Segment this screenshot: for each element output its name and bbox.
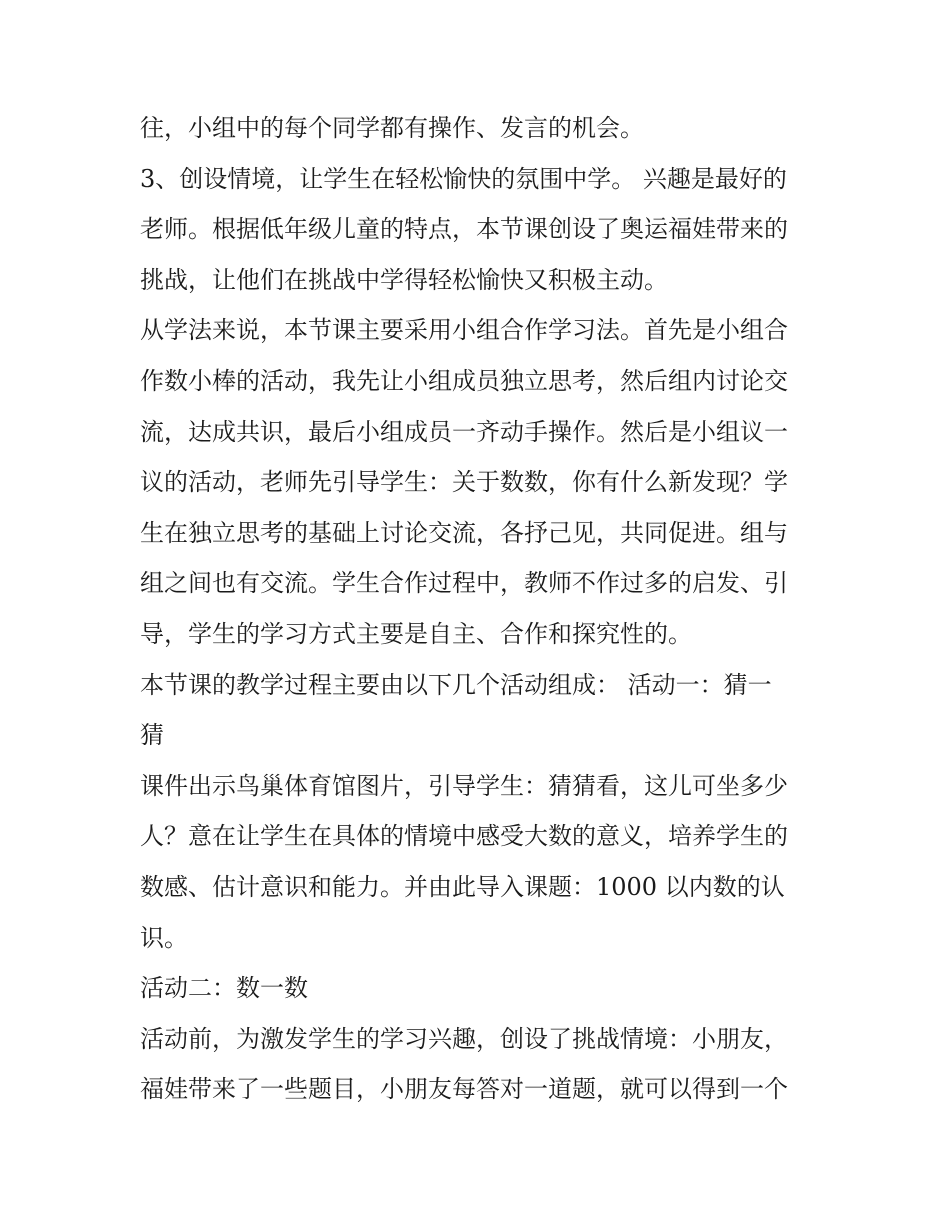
text-line: 数感、估计意识和能力。并由此导入课题：1000 以内数的认	[140, 872, 785, 901]
text-line: 识。	[140, 923, 188, 952]
text-line: 生在独立思考的基础上讨论交流，各抒己见，共同促进。组与	[140, 518, 788, 547]
text-line: 福娃带来了一些题目，小朋友每答对一道题，就可以得到一个	[140, 1075, 788, 1104]
text-line: 老师。根据低年级儿童的特点，本节课创设了奥运福娃带来的	[140, 215, 788, 244]
text-line: 流，达成共识，最后小组成员一齐动手操作。然后是小组议一	[140, 417, 788, 446]
text-line: 组之间也有交流。学生合作过程中，教师不作过多的启发、引	[140, 569, 788, 598]
document-body	[140, 103, 815, 1115]
text-line: 挑战，让他们在挑战中学得轻松愉快又积极主动。	[140, 265, 668, 294]
text-line: 活动前，为激发学生的学习兴趣，创设了挑战情境：小朋友，	[140, 1024, 788, 1053]
text-line: 活动二：数一数	[140, 974, 308, 1003]
text-line: 导，学生的学习方式主要是自主、合作和探究性的。	[140, 619, 692, 648]
text-line: 课件出示鸟巢体育馆图片，引导学生：猜猜看，这儿可坐多少	[140, 771, 788, 800]
text-line: 作数小棒的活动，我先让小组成员独立思考，然后组内讨论交	[140, 366, 788, 395]
text-line: 议的活动，老师先引导学生：关于数数，你有什么新发现？学	[140, 468, 788, 497]
text-line: 往，小组中的每个同学都有操作、发言的机会。	[140, 114, 644, 142]
text-line: 人？意在让学生在具体的情境中感受大数的意义，培养学生的	[140, 822, 788, 851]
text-line: 从学法来说，本节课主要采用小组合作学习法。首先是小组合	[140, 316, 788, 345]
text-line: 3、创设情境，让学生在轻松愉快的氛围中学。 兴趣是最好的	[140, 164, 787, 193]
text-line: 本节课的教学过程主要由以下几个活动组成： 活动一：猜一	[140, 670, 772, 699]
text-line: 猜	[140, 721, 164, 750]
